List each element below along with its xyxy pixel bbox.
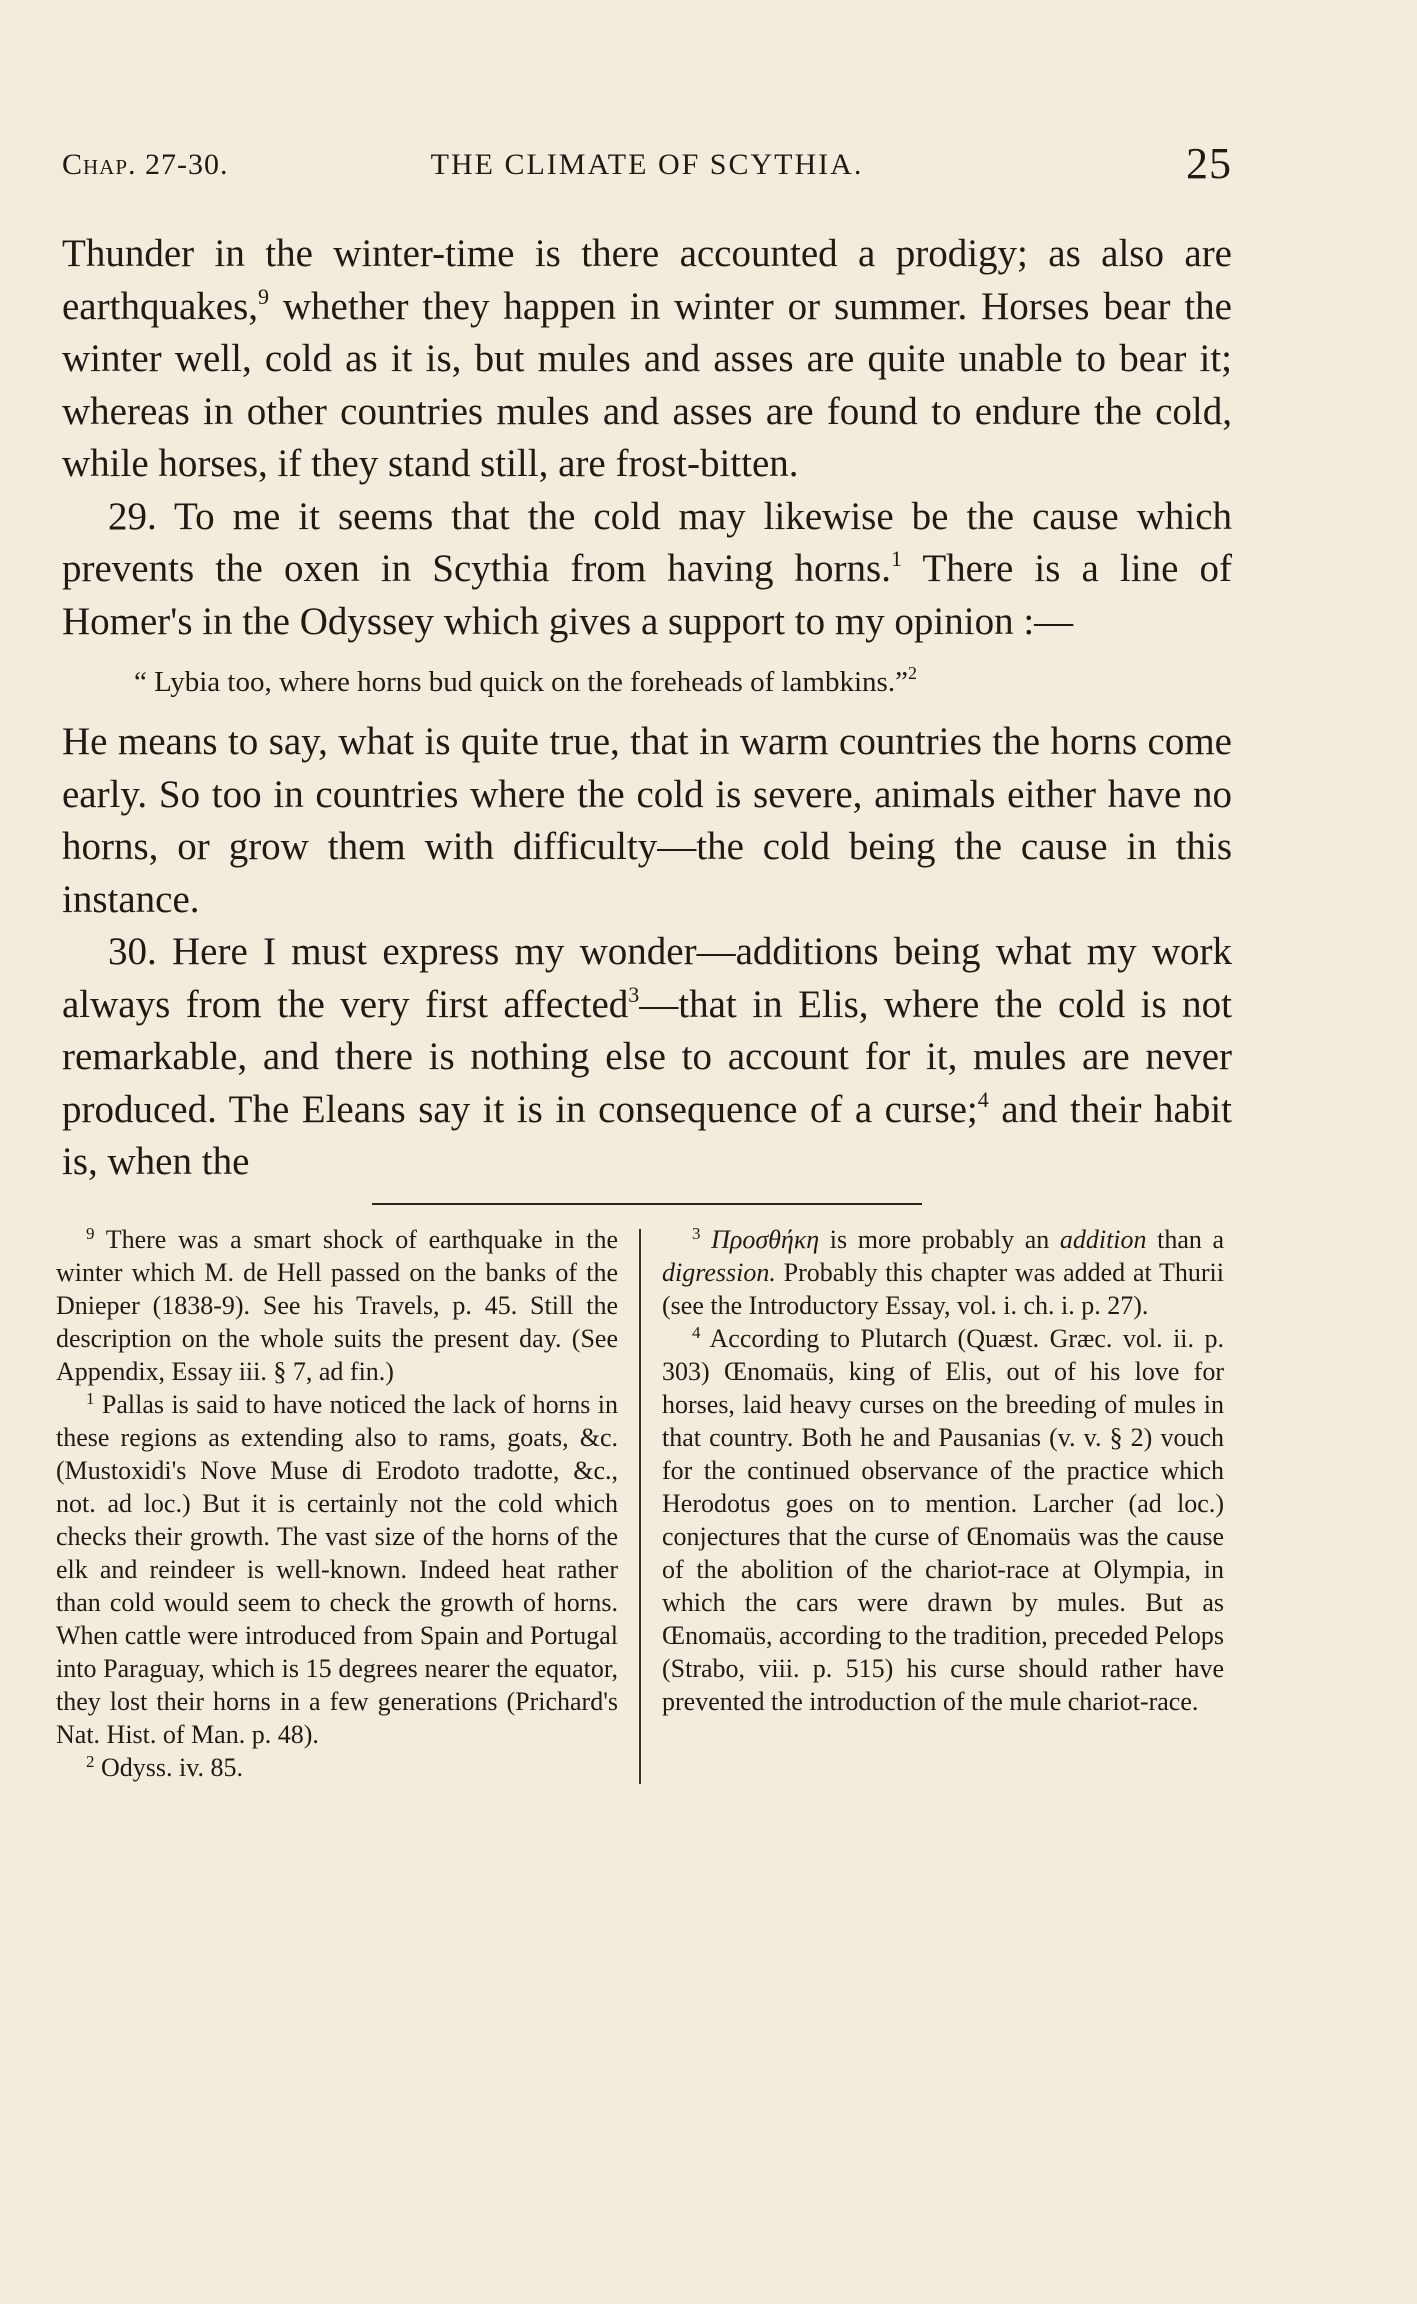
footnote-ref-3: 3 [628, 981, 640, 1007]
footnote-1: $^1$ Pallas is said to have noticed the lack of horns in these regions as extending also to rams, goats, &c. (Mustoxidi's Nove Muse di Erodoto tradotte, &c., not. ad loc.) But it is certainly not the cold which checks their growth. The vast size of the horns of the elk and reindeer is well-known. Indeed heat rather than cold would seem to check the growth of horns. When cattle were introduced from Spain and Portugal into Paraguay, which is 15 degrees nearer the equator, they lost their horns in a few generations (Prichard's Nat. Hist. of Man. p. 48). [56, 1388, 618, 1749]
footnotes-left-column [56, 1223, 618, 1784]
footnotes [56, 1223, 1224, 1784]
footnote-9: $^9$ There was a smart shock of earthquake in the winter which M. de Hell passed on the banks of the Dnieper (1838-9). See his Travels, p. 45. Still the description on the whole suits the present day. (See Appendix, Essay iii. § 7, ad fin.) [56, 1223, 618, 1386]
footnote-ref-4: 4 [977, 1086, 989, 1112]
paragraph-30: 30. Here I must express my wonder—additions being what my work always from the very first affected$^3$—that in Elis, where the cold is not remarkable, and there is nothing else to account for it, mules are never produced. The Eleans say it is in consequence of a curse;$^4$ and their habit is, when the [62, 930, 1233, 1183]
footnote-2: $^2$ Odyss. iv. 85. [86, 1751, 244, 1782]
page-number: 25 [1186, 139, 1232, 188]
chapter-reference: Chap. 27-30. [62, 148, 229, 181]
paragraph-warm-countries: He means to say, what is quite true, that in warm countries the horns come early. So too in countries where the cold is severe, animals either have no horns, or grow them with difficulty—the cold being the cause in this instance. [62, 720, 1232, 921]
footnote-3: $^3$ Προσθήκη is more probably an addition than a digression. Probably this chapter was added at Thurii (see the Introductory Essay, vol. i. ch. i. p. 27). [662, 1223, 1224, 1320]
main-text [62, 228, 1232, 1189]
footnote-ref-2: 2 [907, 663, 917, 683]
paragraph-thunder: Thunder in the winter-time is there accounted a prodigy; as also are earthquakes,$^9$ whether they happen in winter or summer. Horses bear the winter well, cold as it is, but mules and asses are quite unable to bear it; whereas in other countries mules and asses are found to endure the cold, while horses, if they stand still, are frost-bitten. [62, 232, 1232, 485]
footnote-ref-9: 9 [258, 283, 269, 309]
footnote-4: $^4$ According to Plutarch (Quæst. Græc. vol. ii. p. 303) Œnomaüs, king of Elis, out of his love for horses, laid heavy curses on the breeding of mules in that country. Both he and Pausanias (v. v. § 2) vouch for the continued observance of the practice which Herodotus goes on to mention. Larcher (ad loc.) conjectures that the curse of Œnomaüs was the cause of the abolition of the chariot-race at Olympia, in which the cars were drawn by mules. But as Œnomaüs, according to the tradition, preceded Pelops (Strabo, viii. p. 515) his curse should rather have prevented the introduction of the mule chariot-race. [662, 1322, 1224, 1716]
footnotes-right-column [662, 1223, 1224, 1784]
paragraph-29: 29. To me it seems that the cold may likewise be the cause which prevents the oxen in Scythia from having horns.$^1$ There is a line of Homer's in the Odyssey which gives a support to my opinion :— [62, 494, 1232, 643]
footnote-ref-1: 1 [890, 546, 902, 571]
homer-quotation: “ Lybia too, where horns bud quick on the foreheads of lambkins.”$^2$ [134, 663, 917, 698]
book-page [56, 138, 1233, 1784]
footnote-separator [372, 1203, 922, 1205]
column-divider [639, 1229, 641, 1784]
running-title: THE CLIMATE OF SCYTHIA. [430, 148, 864, 181]
running-head [62, 138, 1232, 198]
